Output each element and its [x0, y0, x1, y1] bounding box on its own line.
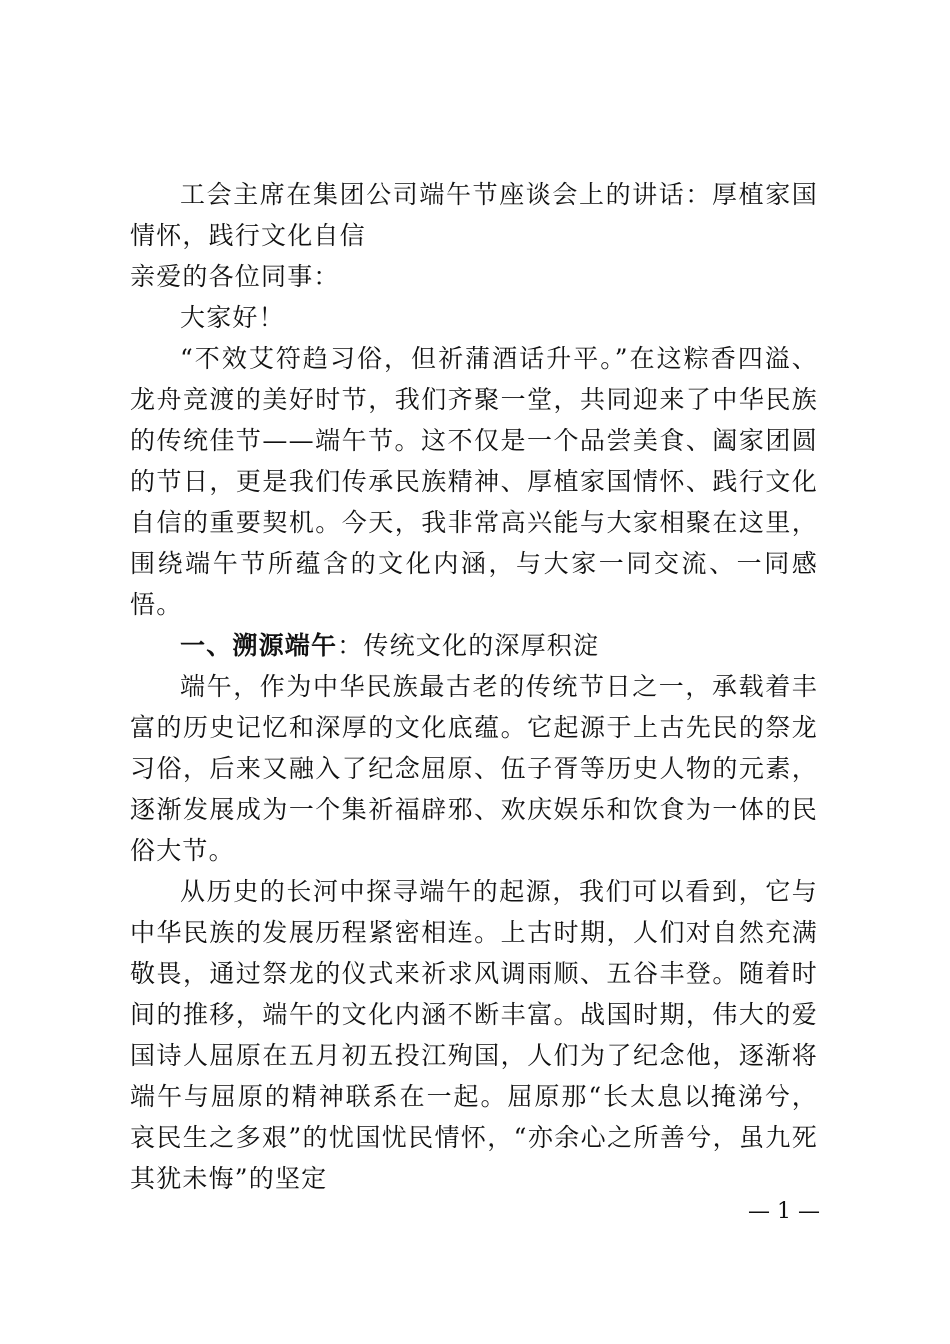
greeting: 大家好！ [180, 303, 285, 332]
salutation: 亲爱的各位同事： [130, 262, 340, 291]
document-body [130, 174, 818, 1199]
section-heading-1-number: 一、溯源端午 [180, 631, 338, 660]
paragraph-history: 从历史的长河中探寻端午的起源，我们可以看到，它与中华民族的发展历程紧密相连。上古时期，人们对自然充满敬畏，通过祭龙的仪式来祈求风调雨顺、五谷丰登。随着时间的推移，端午的文化内涵不断丰富。战国时期，伟大的爱国诗人屈原在五月初五投江殉国，人们为了纪念他，逐渐将端午与屈原的精神联系在一起。屈原那“长太息以掩涕兮，哀民生之多艰”的忧国忧民情怀，“亦余心之所善兮，虽九死其犹未悔”的坚定 [130, 877, 818, 1193]
paragraph-intro: “不效艾符趋习俗，但祈蒲酒话升平。”在这粽香四溢、龙舟竞渡的美好时节，我们齐聚一堂，共同迎来了中华民族的传统佳节——端午节。这不仅是一个品尝美食、阖家团圆的节日，更是我们传承民族精神、厚植家国情怀、践行文化自信的重要契机。今天，我非常高兴能与大家相聚在这里，围绕端午节所蕴含的文化内涵，与大家一同交流、一同感悟。 [130, 344, 818, 619]
page-number: — 1 — [748, 1199, 820, 1224]
document-title: 工会主席在集团公司端午节座谈会上的讲话：厚植家国情怀，践行文化自信 [130, 180, 818, 250]
paragraph-origin: 端午，作为中华民族最古老的传统节日之一，承载着丰富的历史记忆和深厚的文化底蕴。它起源于上古先民的祭龙习俗，后来又融入了纪念屈原、伍子胥等历史人物的元素，逐渐发展成为一个集祈福辟邪、欢庆娱乐和饮食为一体的民俗大节。 [130, 672, 818, 865]
section-heading-1-title: ：传统文化的深厚积淀 [337, 631, 600, 660]
section-heading-1 [130, 625, 818, 666]
